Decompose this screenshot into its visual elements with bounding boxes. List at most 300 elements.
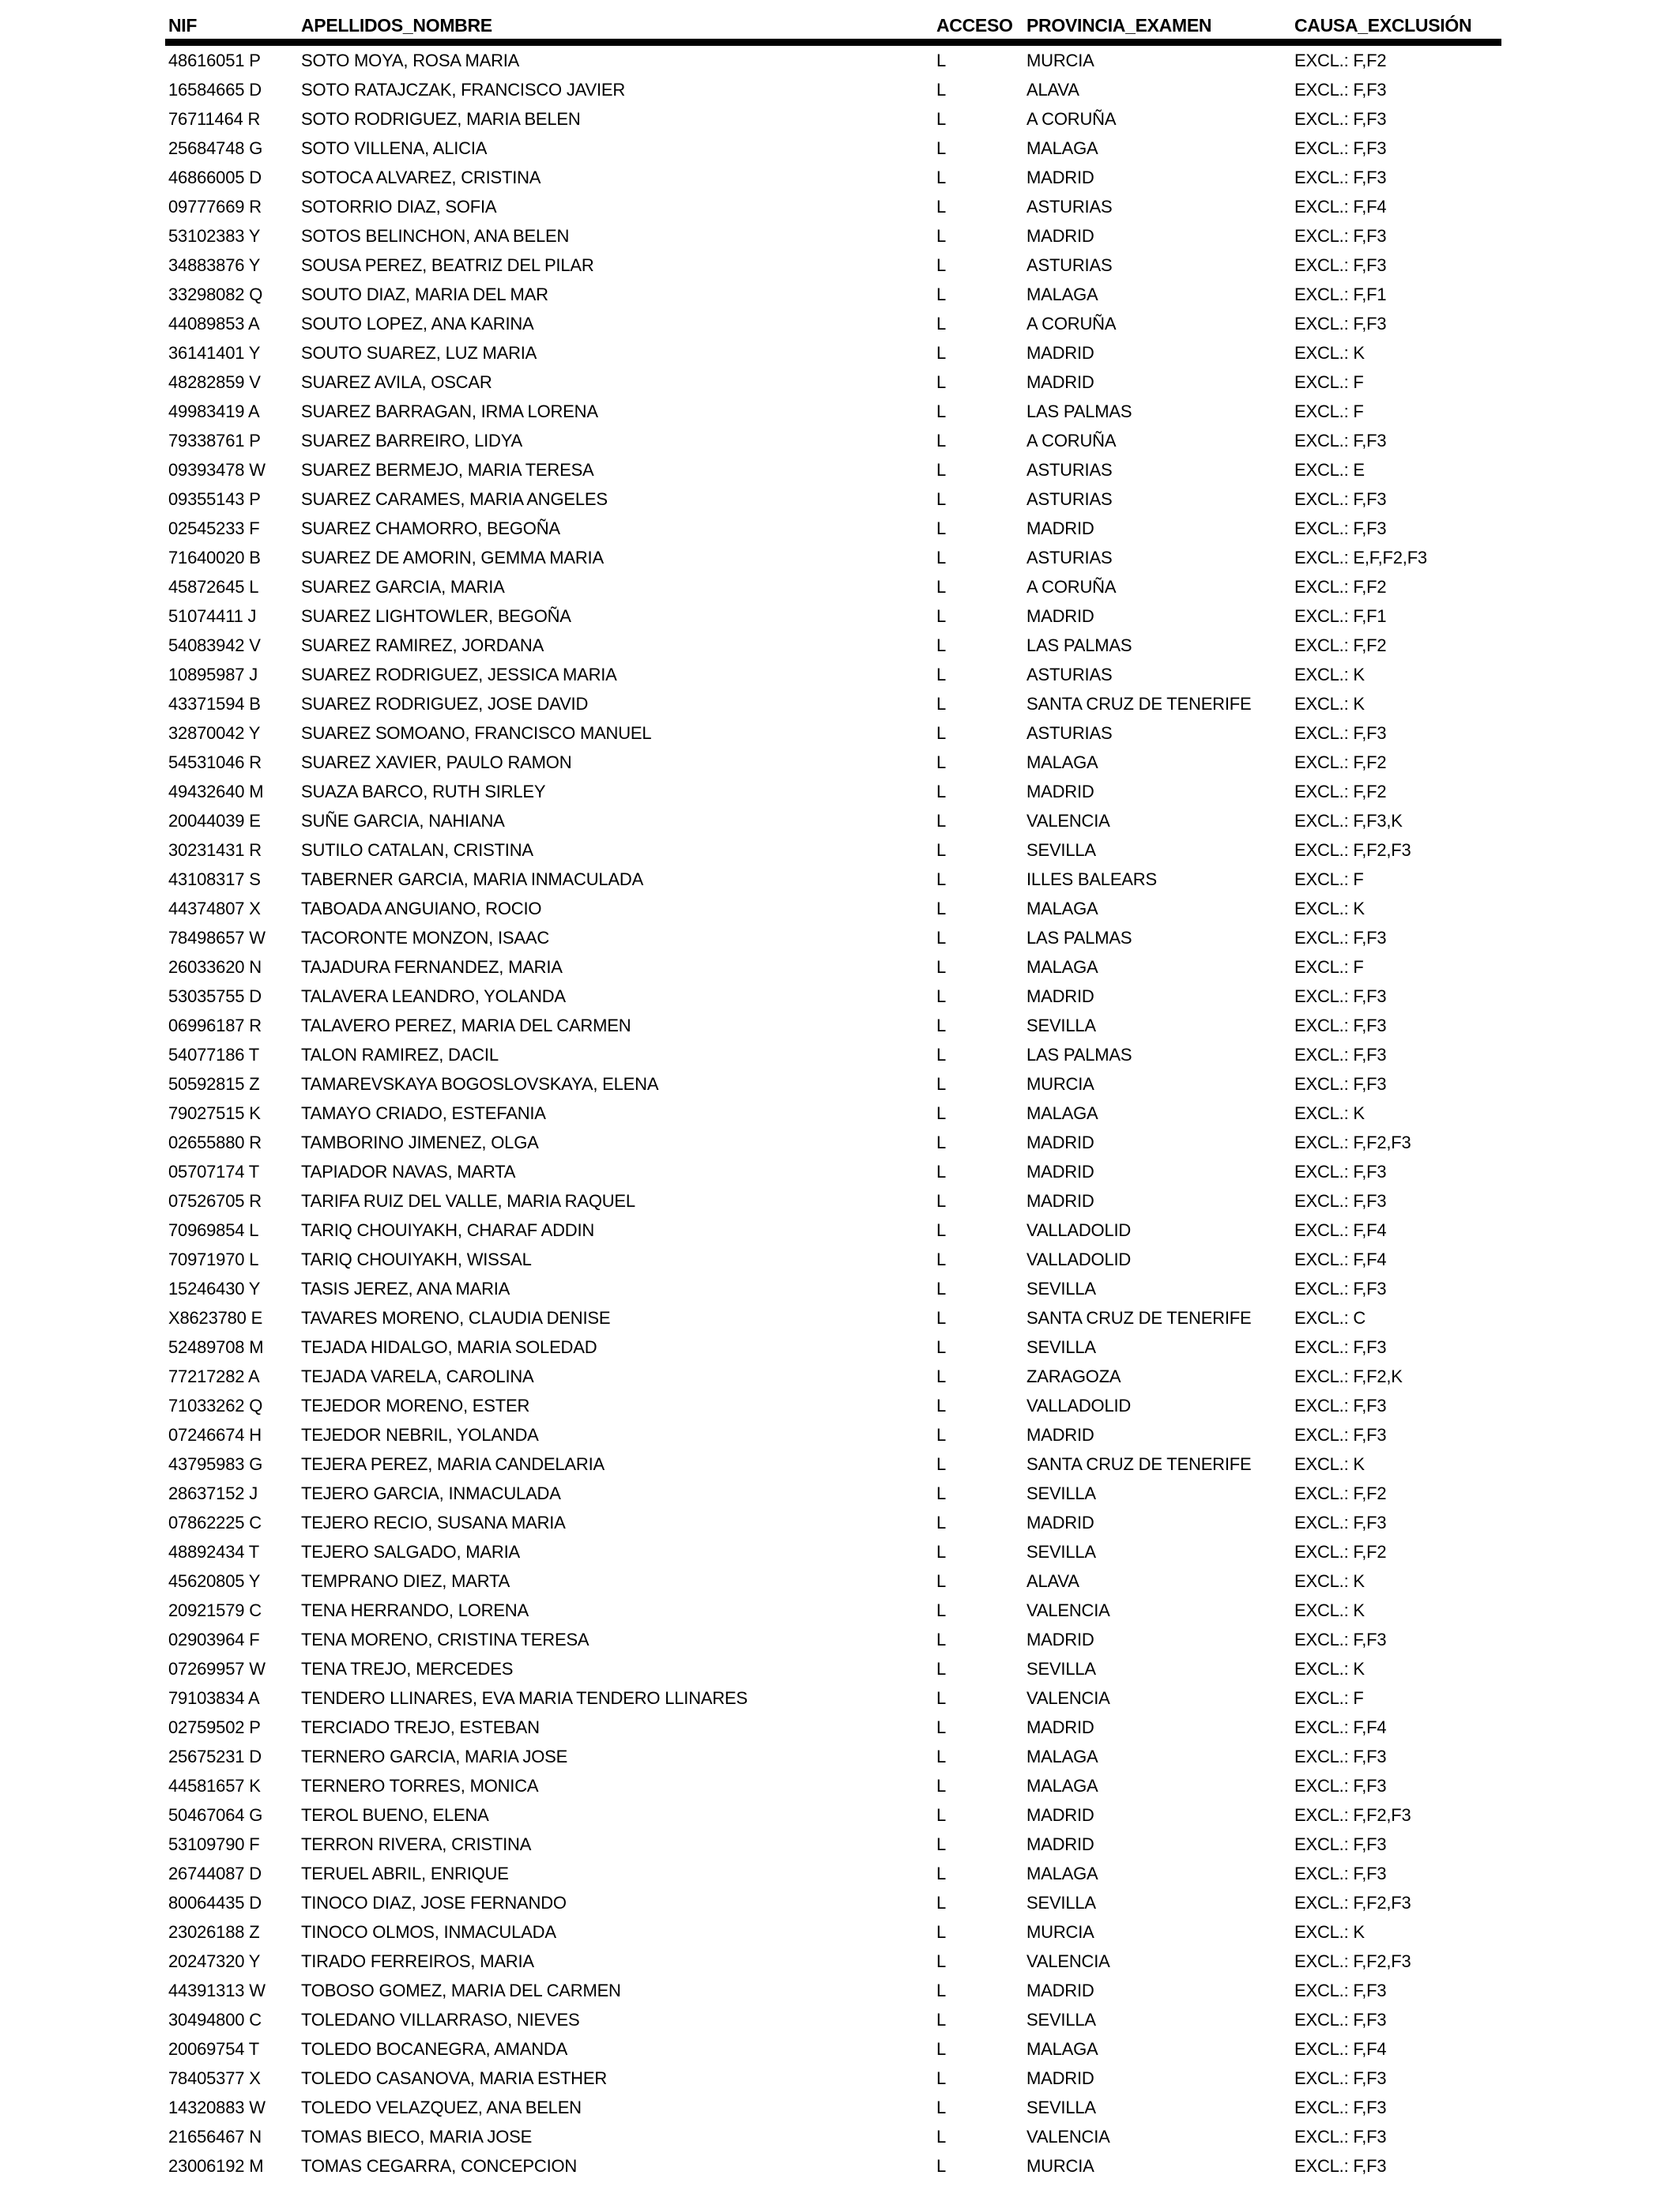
causa-cell: EXCL.: K [1294, 1103, 1365, 1123]
nombre-cell: TOBOSO GOMEZ, MARIA DEL CARMEN [301, 1980, 621, 2000]
provincia-cell: MADRID [1026, 342, 1094, 363]
nif-cell: 05707174 T [168, 1161, 260, 1182]
nombre-cell: SUAZA BARCO, RUTH SIRLEY [301, 781, 546, 801]
table-row [165, 1420, 1501, 1449]
nif-cell: 51074411 J [168, 605, 257, 626]
nombre-cell: SUAREZ LIGHTOWLER, BEGOÑA [301, 605, 571, 626]
causa-cell: EXCL.: F,F3 [1294, 1512, 1387, 1532]
provincia-cell: MALAGA [1026, 1103, 1098, 1123]
provincia-cell: MADRID [1026, 225, 1094, 246]
causa-cell: EXCL.: K [1294, 1600, 1365, 1620]
acceso-cell: L [936, 1658, 947, 1679]
acceso-cell: L [936, 254, 947, 275]
nombre-cell: TALON RAMIREZ, DACIL [301, 1044, 499, 1065]
provincia-cell: MADRID [1026, 1980, 1094, 2000]
acceso-cell: L [936, 927, 947, 948]
nif-cell: 54083942 V [168, 635, 261, 655]
table-row [165, 748, 1501, 777]
nombre-cell: TERUEL ABRIL, ENRIQUE [301, 1863, 509, 1883]
causa-cell: EXCL.: F,F3 [1294, 1424, 1387, 1445]
provincia-cell: MALAGA [1026, 1775, 1098, 1796]
acceso-cell: L [936, 518, 947, 538]
column-header-apellidos-nombre: APELLIDOS_NOMBRE [301, 0, 936, 43]
nombre-cell: TENA TREJO, MERCEDES [301, 1658, 514, 1679]
table-row [165, 1157, 1501, 1186]
nombre-cell: TEROL BUENO, ELENA [301, 1804, 489, 1825]
nombre-cell: TAJADURA FERNANDEZ, MARIA [301, 956, 563, 977]
nombre-cell: SOTOS BELINCHON, ANA BELEN [301, 225, 570, 246]
provincia-cell: LAS PALMAS [1026, 401, 1132, 421]
nombre-cell: TEJEDOR MORENO, ESTER [301, 1395, 530, 1416]
provincia-cell: VALLADOLID [1026, 1249, 1132, 1269]
nombre-cell: TARIQ CHOUIYAKH, WISSAL [301, 1249, 532, 1269]
provincia-cell: SEVILLA [1026, 2097, 1096, 2117]
acceso-cell: L [936, 2155, 947, 2176]
nif-cell: X8623780 E [168, 1307, 263, 1328]
causa-cell: EXCL.: F,F2 [1294, 752, 1387, 772]
causa-cell: EXCL.: F [1294, 869, 1364, 889]
table-row [165, 835, 1501, 865]
provincia-cell: A CORUÑA [1026, 313, 1117, 334]
nif-cell: 07246674 H [168, 1424, 262, 1445]
nif-cell: 09393478 W [168, 459, 266, 480]
table-row [165, 397, 1501, 426]
table-row [165, 338, 1501, 368]
nombre-cell: TARIQ CHOUIYAKH, CHARAF ADDIN [301, 1220, 595, 1240]
acceso-cell: L [936, 956, 947, 977]
provincia-cell: A CORUÑA [1026, 430, 1117, 450]
nombre-cell: SUAREZ BERMEJO, MARIA TERESA [301, 459, 594, 480]
acceso-cell: L [936, 1512, 947, 1532]
nif-cell: 78405377 X [168, 2068, 261, 2088]
causa-cell: EXCL.: F,F2 [1294, 1483, 1387, 1503]
nombre-cell: TACORONTE MONZON, ISAAC [301, 927, 550, 948]
nif-cell: 06996187 R [168, 1015, 262, 1035]
table-row [165, 1625, 1501, 1654]
table-row [165, 543, 1501, 572]
table-row [165, 1859, 1501, 1888]
nif-cell: 21656467 N [168, 2126, 262, 2147]
causa-cell: EXCL.: F,F3 [1294, 225, 1387, 246]
causa-cell: EXCL.: F,F3 [1294, 254, 1387, 275]
causa-cell: EXCL.: F,F2,F3 [1294, 1951, 1411, 1971]
nombre-cell: SOUTO SUAREZ, LUZ MARIA [301, 342, 537, 363]
table-row [165, 2064, 1501, 2093]
causa-cell: EXCL.: F,F3 [1294, 2009, 1387, 2030]
nombre-cell: SUAREZ AVILA, OSCAR [301, 371, 492, 392]
acceso-cell: L [936, 1132, 947, 1152]
nombre-cell: SOTO RODRIGUEZ, MARIA BELEN [301, 108, 581, 129]
nombre-cell: SUAREZ RODRIGUEZ, JESSICA MARIA [301, 664, 617, 684]
table-row [165, 134, 1501, 163]
provincia-cell: MADRID [1026, 518, 1094, 538]
causa-cell: EXCL.: F,F3 [1294, 2126, 1387, 2147]
table-row [165, 1011, 1501, 1040]
causa-cell: EXCL.: F,F3 [1294, 313, 1387, 334]
table-row [165, 2034, 1501, 2064]
table-row [165, 75, 1501, 104]
nif-cell: 02903964 F [168, 1629, 260, 1649]
nif-cell: 28637152 J [168, 1483, 258, 1503]
provincia-cell: SANTA CRUZ DE TENERIFE [1026, 693, 1252, 714]
table-row [165, 484, 1501, 514]
table-row [165, 104, 1501, 134]
acceso-cell: L [936, 1220, 947, 1240]
table-row [165, 718, 1501, 748]
nombre-cell: TENDERO LLINARES, EVA MARIA TENDERO LLINARES [301, 1687, 748, 1708]
provincia-cell: SEVILLA [1026, 1541, 1096, 1562]
acceso-cell: L [936, 1424, 947, 1445]
causa-cell: EXCL.: F,F3 [1294, 1834, 1387, 1854]
provincia-cell: MADRID [1026, 167, 1094, 187]
column-header-provincia-examen: PROVINCIA_EXAMEN [1026, 0, 1294, 43]
provincia-cell: SEVILLA [1026, 1658, 1096, 1679]
nombre-cell: TEJERA PEREZ, MARIA CANDELARIA [301, 1453, 605, 1474]
acceso-cell: L [936, 1687, 947, 1708]
table-header-row [165, 0, 1501, 43]
nif-cell: 15246430 Y [168, 1278, 261, 1299]
acceso-cell: L [936, 1600, 947, 1620]
provincia-cell: MALAGA [1026, 1746, 1098, 1766]
nif-cell: 45872645 L [168, 576, 259, 597]
nif-cell: 76711464 R [168, 108, 261, 129]
table-row [165, 1830, 1501, 1859]
acceso-cell: L [936, 635, 947, 655]
table-row [165, 426, 1501, 455]
table-row [165, 192, 1501, 221]
nif-cell: 30494800 C [168, 2009, 262, 2030]
causa-cell: EXCL.: F,F2,K [1294, 1366, 1403, 1386]
provincia-cell: MALAGA [1026, 956, 1098, 977]
nif-cell: 20044039 E [168, 810, 261, 831]
causa-cell: EXCL.: F [1294, 401, 1364, 421]
table-row [165, 572, 1501, 601]
acceso-cell: L [936, 722, 947, 743]
causa-cell: EXCL.: F,F3 [1294, 1161, 1387, 1182]
causa-cell: EXCL.: F [1294, 1687, 1364, 1708]
nombre-cell: SUAREZ BARRAGAN, IRMA LORENA [301, 401, 598, 421]
table-row [165, 923, 1501, 952]
nombre-cell: TEJERO RECIO, SUSANA MARIA [301, 1512, 566, 1532]
provincia-cell: ASTURIAS [1026, 664, 1113, 684]
table-row [165, 1099, 1501, 1128]
causa-cell: EXCL.: F,F2 [1294, 635, 1387, 655]
nif-cell: 70971970 L [168, 1249, 259, 1269]
nif-cell: 50467064 G [168, 1804, 263, 1825]
acceso-cell: L [936, 2097, 947, 2117]
table-row [165, 1947, 1501, 1976]
provincia-cell: MADRID [1026, 781, 1094, 801]
nombre-cell: SOTORRIO DIAZ, SOFIA [301, 196, 497, 217]
nif-cell: 43795983 G [168, 1453, 263, 1474]
acceso-cell: L [936, 79, 947, 100]
nombre-cell: TALAVERO PEREZ, MARIA DEL CARMEN [301, 1015, 631, 1035]
table-row [165, 1216, 1501, 1245]
table-row [165, 514, 1501, 543]
table-row [165, 1683, 1501, 1713]
acceso-cell: L [936, 664, 947, 684]
acceso-cell: L [936, 371, 947, 392]
causa-cell: EXCL.: F,F3 [1294, 722, 1387, 743]
provincia-cell: ASTURIAS [1026, 196, 1113, 217]
acceso-cell: L [936, 810, 947, 831]
acceso-cell: L [936, 1863, 947, 1883]
table-row [165, 251, 1501, 280]
nif-cell: 16584665 D [168, 79, 262, 100]
table-row [165, 1479, 1501, 1508]
provincia-cell: SEVILLA [1026, 1015, 1096, 1035]
table-body [165, 43, 1501, 2181]
acceso-cell: L [936, 1483, 947, 1503]
acceso-cell: L [936, 1249, 947, 1269]
nif-cell: 34883876 Y [168, 254, 261, 275]
causa-cell: EXCL.: F,F3 [1294, 1980, 1387, 2000]
acceso-cell: L [936, 1015, 947, 1035]
acceso-cell: L [936, 488, 947, 509]
causa-cell: EXCL.: F,F1 [1294, 284, 1387, 304]
nif-cell: 10895987 J [168, 664, 258, 684]
causa-cell: EXCL.: F,F3 [1294, 167, 1387, 187]
causa-cell: EXCL.: F,F3 [1294, 927, 1387, 948]
table-row [165, 1654, 1501, 1683]
acceso-cell: L [936, 839, 947, 860]
nombre-cell: TINOCO DIAZ, JOSE FERNANDO [301, 1892, 567, 1913]
causa-cell: EXCL.: F,F3 [1294, 79, 1387, 100]
table-row [165, 1917, 1501, 1947]
table-row [165, 1333, 1501, 1362]
provincia-cell: MADRID [1026, 2068, 1094, 2088]
acceso-cell: L [936, 430, 947, 450]
provincia-cell: MALAGA [1026, 2038, 1098, 2059]
causa-cell: EXCL.: F,F3 [1294, 1775, 1387, 1796]
acceso-cell: L [936, 1892, 947, 1913]
nif-cell: 07526705 R [168, 1190, 262, 1211]
nif-cell: 53102383 Y [168, 225, 261, 246]
provincia-cell: VALLADOLID [1026, 1395, 1132, 1416]
nombre-cell: TERCIADO TREJO, ESTEBAN [301, 1717, 540, 1737]
provincia-cell: ASTURIAS [1026, 547, 1113, 567]
table-row [165, 2093, 1501, 2122]
provincia-cell: ASTURIAS [1026, 722, 1113, 743]
acceso-cell: L [936, 752, 947, 772]
causa-cell: EXCL.: F,F3 [1294, 488, 1387, 509]
acceso-cell: L [936, 1366, 947, 1386]
acceso-cell: L [936, 1073, 947, 1094]
nombre-cell: TEJEDOR NEBRIL, YOLANDA [301, 1424, 539, 1445]
causa-cell: EXCL.: F [1294, 371, 1364, 392]
nombre-cell: SUAREZ DE AMORIN, GEMMA MARIA [301, 547, 604, 567]
provincia-cell: MALAGA [1026, 284, 1098, 304]
table-row [165, 2151, 1501, 2181]
nif-cell: 25684748 G [168, 138, 263, 158]
provincia-cell: SEVILLA [1026, 1278, 1096, 1299]
provincia-cell: MALAGA [1026, 898, 1098, 918]
provincia-cell: LAS PALMAS [1026, 1044, 1132, 1065]
table-row [165, 1771, 1501, 1800]
nif-cell: 53035755 D [168, 986, 262, 1006]
acceso-cell: L [936, 196, 947, 217]
nif-cell: 43108317 S [168, 869, 261, 889]
causa-cell: EXCL.: F,F2 [1294, 576, 1387, 597]
acceso-cell: L [936, 342, 947, 363]
acceso-cell: L [936, 401, 947, 421]
nif-cell: 14320883 W [168, 2097, 266, 2117]
nombre-cell: TAVARES MORENO, CLAUDIA DENISE [301, 1307, 611, 1328]
nif-cell: 71640020 B [168, 547, 261, 567]
nif-cell: 53109790 F [168, 1834, 260, 1854]
provincia-cell: MADRID [1026, 1161, 1094, 1182]
acceso-cell: L [936, 284, 947, 304]
nif-cell: 71033262 Q [168, 1395, 263, 1416]
acceso-cell: L [936, 605, 947, 626]
table-row [165, 1742, 1501, 1771]
causa-cell: EXCL.: K [1294, 1570, 1365, 1591]
nombre-cell: TABOADA ANGUIANO, ROCIO [301, 898, 542, 918]
table-row [165, 2122, 1501, 2151]
table-row [165, 1888, 1501, 1917]
nif-cell: 30231431 R [168, 839, 262, 860]
provincia-cell: VALLADOLID [1026, 1220, 1132, 1240]
provincia-cell: MURCIA [1026, 1073, 1094, 1094]
nif-cell: 02655880 R [168, 1132, 262, 1152]
nombre-cell: TOMAS BIECO, MARIA JOSE [301, 2126, 533, 2147]
nif-cell: 09355143 P [168, 488, 261, 509]
causa-cell: EXCL.: F,F3 [1294, 108, 1387, 129]
provincia-cell: MALAGA [1026, 752, 1098, 772]
acceso-cell: L [936, 138, 947, 158]
causa-cell: EXCL.: F,F3 [1294, 1746, 1387, 1766]
table-row [165, 1303, 1501, 1333]
nombre-cell: SOTOCA ALVAREZ, CRISTINA [301, 167, 541, 187]
nombre-cell: TAPIADOR NAVAS, MARTA [301, 1161, 516, 1182]
table-row [165, 660, 1501, 689]
table-row [165, 1391, 1501, 1420]
acceso-cell: L [936, 1717, 947, 1737]
provincia-cell: MADRID [1026, 1132, 1094, 1152]
table-row [165, 309, 1501, 338]
nombre-cell: SUAREZ CARAMES, MARIA ANGELES [301, 488, 608, 509]
table-row [165, 368, 1501, 397]
acceso-cell: L [936, 1395, 947, 1416]
provincia-cell: ASTURIAS [1026, 459, 1113, 480]
causa-cell: EXCL.: C [1294, 1307, 1366, 1328]
acceso-cell: L [936, 986, 947, 1006]
causa-cell: EXCL.: K [1294, 898, 1365, 918]
nombre-cell: TOLEDO VELAZQUEZ, ANA BELEN [301, 2097, 582, 2117]
nombre-cell: SUAREZ CHAMORRO, BEGOÑA [301, 518, 560, 538]
nombre-cell: SUAREZ RODRIGUEZ, JOSE DAVID [301, 693, 589, 714]
nombre-cell: SOUTO LOPEZ, ANA KARINA [301, 313, 534, 334]
table-row [165, 1362, 1501, 1391]
nif-cell: 77217282 A [168, 1366, 260, 1386]
table-row [165, 455, 1501, 484]
causa-cell: EXCL.: K [1294, 1453, 1365, 1474]
nombre-cell: SUAREZ SOMOANO, FRANCISCO MANUEL [301, 722, 652, 743]
causa-cell: EXCL.: F,F3 [1294, 1863, 1387, 1883]
provincia-cell: MADRID [1026, 1424, 1094, 1445]
table-row [165, 865, 1501, 894]
causa-cell: EXCL.: F,F4 [1294, 196, 1387, 217]
table-row [165, 1128, 1501, 1157]
table-row [165, 1596, 1501, 1625]
nif-cell: 20247320 Y [168, 1951, 261, 1971]
acceso-cell: L [936, 1103, 947, 1123]
causa-cell: EXCL.: K [1294, 693, 1365, 714]
provincia-cell: SEVILLA [1026, 1892, 1096, 1913]
provincia-cell: VALENCIA [1026, 810, 1110, 831]
acceso-cell: L [936, 869, 947, 889]
causa-cell: EXCL.: F,F4 [1294, 2038, 1387, 2059]
nombre-cell: TOLEDO CASANOVA, MARIA ESTHER [301, 2068, 608, 2088]
nif-cell: 07269957 W [168, 1658, 266, 1679]
table-row [165, 1537, 1501, 1566]
nif-cell: 43371594 B [168, 693, 261, 714]
acceso-cell: L [936, 108, 947, 129]
provincia-cell: ASTURIAS [1026, 488, 1113, 509]
acceso-cell: L [936, 1746, 947, 1766]
causa-cell: EXCL.: F,F4 [1294, 1717, 1387, 1737]
provincia-cell: ALAVA [1026, 79, 1079, 100]
provincia-cell: SEVILLA [1026, 839, 1096, 860]
causa-cell: EXCL.: E,F,F2,F3 [1294, 547, 1427, 567]
provincia-cell: MADRID [1026, 1190, 1094, 1211]
causa-cell: EXCL.: F,F4 [1294, 1220, 1387, 1240]
nif-cell: 78498657 W [168, 927, 266, 948]
table-row [165, 1449, 1501, 1479]
provincia-cell: VALENCIA [1026, 2126, 1110, 2147]
nombre-cell: TOLEDO BOCANEGRA, AMANDA [301, 2038, 568, 2059]
acceso-cell: L [936, 1453, 947, 1474]
table-row [165, 2005, 1501, 2034]
table-row [165, 1976, 1501, 2005]
causa-cell: EXCL.: F,F3 [1294, 1073, 1387, 1094]
causa-cell: EXCL.: F,F1 [1294, 605, 1387, 626]
causa-cell: EXCL.: F,F3 [1294, 2097, 1387, 2117]
provincia-cell: ALAVA [1026, 1570, 1079, 1591]
causa-cell: EXCL.: F,F3 [1294, 2155, 1387, 2176]
causa-cell: EXCL.: F,F3 [1294, 1044, 1387, 1065]
nif-cell: 44581657 K [168, 1775, 261, 1796]
nombre-cell: TAMAREVSKAYA BOGOSLOVSKAYA, ELENA [301, 1073, 659, 1094]
nombre-cell: SUÑE GARCIA, NAHIANA [301, 810, 505, 831]
nombre-cell: TARIFA RUIZ DEL VALLE, MARIA RAQUEL [301, 1190, 635, 1211]
nombre-cell: SUAREZ GARCIA, MARIA [301, 576, 505, 597]
causa-cell: EXCL.: F,F3 [1294, 1395, 1387, 1416]
nif-cell: 50592815 Z [168, 1073, 260, 1094]
acceso-cell: L [936, 1834, 947, 1854]
provincia-cell: A CORUÑA [1026, 108, 1117, 129]
causa-cell: EXCL.: K [1294, 1921, 1365, 1942]
acceso-cell: L [936, 898, 947, 918]
causa-cell: EXCL.: F,F3 [1294, 2068, 1387, 2088]
causa-cell: EXCL.: K [1294, 664, 1365, 684]
provincia-cell: MADRID [1026, 1834, 1094, 1854]
table-row [165, 1713, 1501, 1742]
table-row [165, 894, 1501, 923]
causa-cell: EXCL.: K [1294, 1658, 1365, 1679]
nif-cell: 49432640 M [168, 781, 264, 801]
nif-cell: 44374807 X [168, 898, 261, 918]
causa-cell: EXCL.: F,F3 [1294, 1190, 1387, 1211]
causa-cell: EXCL.: E [1294, 459, 1365, 480]
causa-cell: EXCL.: F,F2 [1294, 50, 1387, 70]
nif-cell: 52489708 M [168, 1336, 264, 1357]
provincia-cell: SEVILLA [1026, 1336, 1096, 1357]
acceso-cell: L [936, 1921, 947, 1942]
provincia-cell: MADRID [1026, 605, 1094, 626]
nif-cell: 20069754 T [168, 2038, 260, 2059]
provincia-cell: SANTA CRUZ DE TENERIFE [1026, 1453, 1252, 1474]
